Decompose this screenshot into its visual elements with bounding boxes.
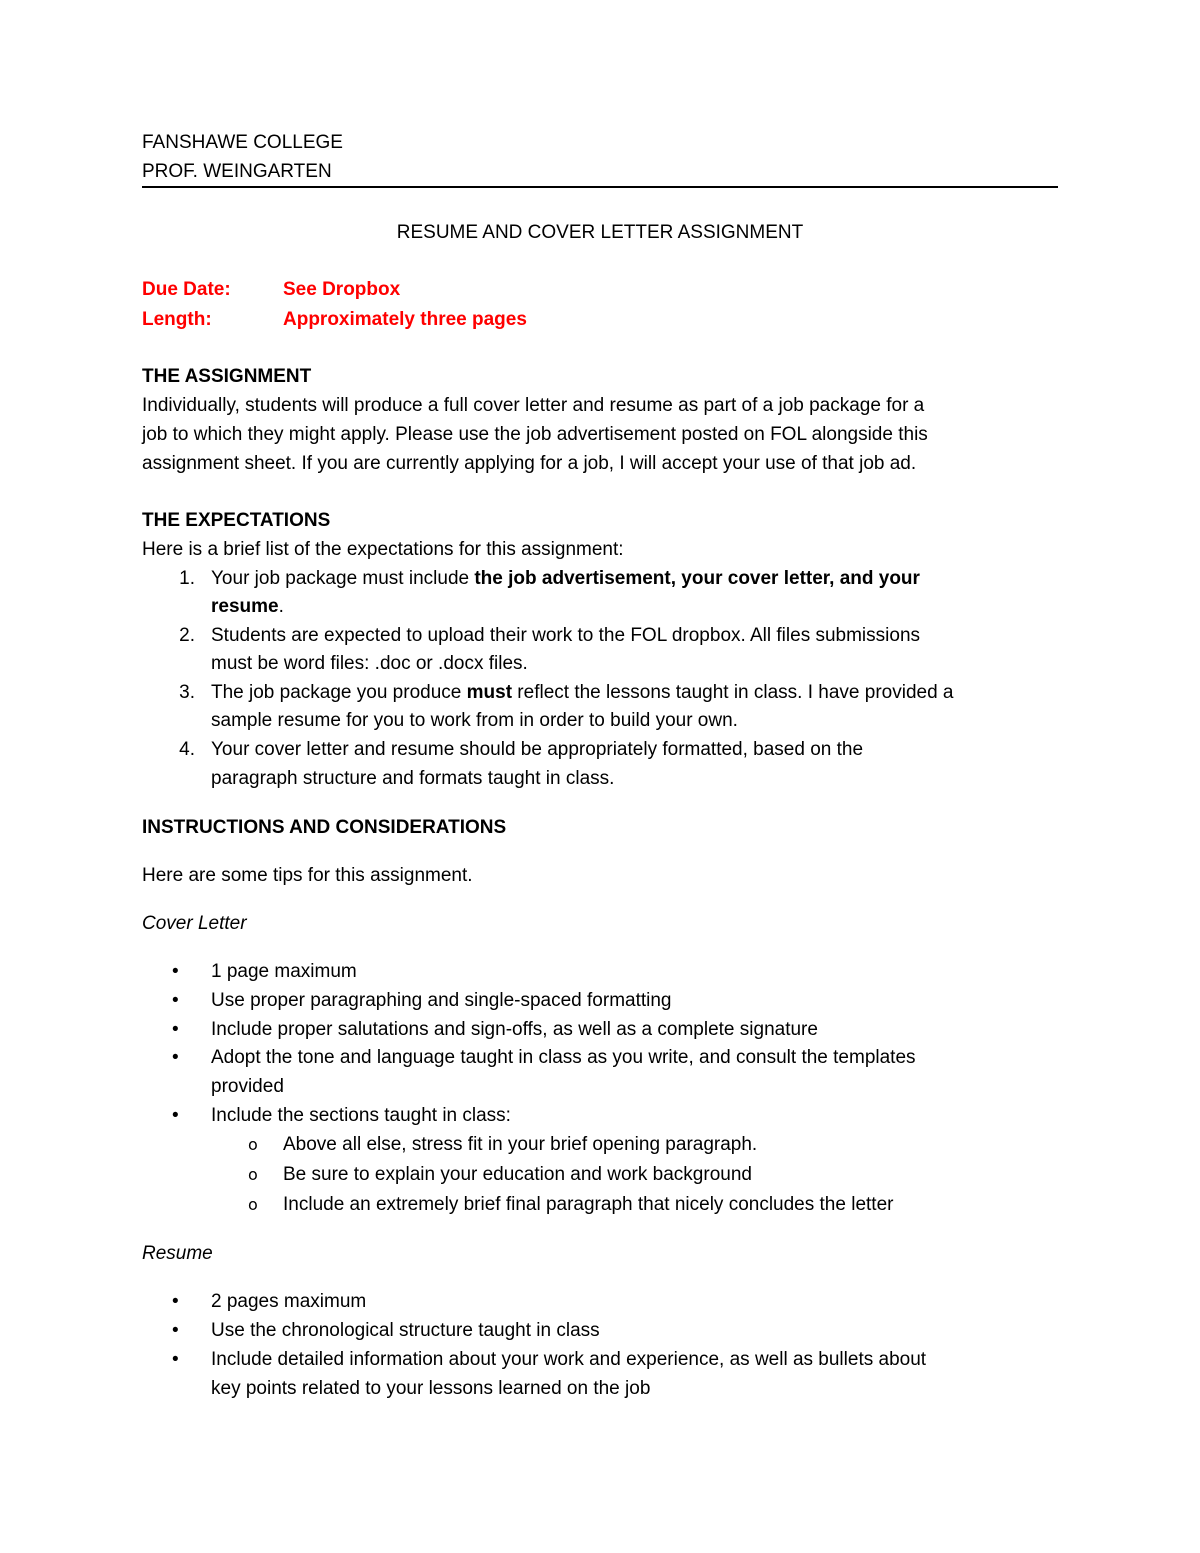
list-number: 1. <box>179 568 195 589</box>
bullet-icon: • <box>172 1105 179 1126</box>
assignment-line: Individually, students will produce a full cover letter and resume as part of a job package for a <box>142 395 925 416</box>
cover-letter-sub-bullet: Be sure to explain your education and work background <box>283 1164 752 1185</box>
sub-bullet-icon: o <box>248 1165 258 1184</box>
expectations-intro: Here is a brief list of the expectations for this assignment: <box>142 539 624 560</box>
page-title: RESUME AND COVER LETTER ASSIGNMENT <box>396 222 804 243</box>
expectation-item <box>211 564 920 593</box>
cover-letter-bullet-cont: provided <box>211 1076 284 1097</box>
resume-heading: Resume <box>142 1243 213 1264</box>
resume-bullet: 2 pages maximum <box>211 1291 367 1312</box>
instructions-intro: Here are some tips for this assignment. <box>142 865 473 886</box>
assignment-heading: THE ASSIGNMENT <box>142 366 312 387</box>
expectation-text: reflect the lessons taught in class. I have provided a <box>512 682 954 703</box>
cover-letter-bullet: Include proper salutations and sign-offs, as well as a complete signature <box>211 1019 818 1040</box>
expectations-heading: THE EXPECTATIONS <box>142 510 331 531</box>
assignment-line: assignment sheet. If you are currently applying for a job, I will accept your use of that job ad. <box>142 453 917 474</box>
expectation-item-cont: must be word files: .doc or .docx files. <box>211 653 528 674</box>
cover-letter-heading: Cover Letter <box>142 913 247 934</box>
bullet-icon: • <box>172 990 179 1011</box>
due-date-value: See Dropbox <box>283 279 401 300</box>
bullet-icon: • <box>172 1291 179 1312</box>
resume-bullet-cont: key points related to your lessons learned on the job <box>211 1378 651 1399</box>
cover-letter-sub-bullet: Include an extremely brief final paragraph that nicely concludes the letter <box>283 1194 894 1215</box>
expectation-emphasis: must <box>466 682 513 703</box>
expectation-item-cont <box>211 592 284 621</box>
bullet-icon: • <box>172 1047 179 1068</box>
assignment-line: job to which they might apply. Please use the job advertisement posted on FOL alongside this <box>142 424 928 445</box>
expectation-item-cont: paragraph structure and formats taught in class. <box>211 768 615 789</box>
list-number: 2. <box>179 625 195 646</box>
header-divider <box>142 186 1058 188</box>
institution-name: FANSHAWE COLLEGE <box>142 132 343 153</box>
professor-name: PROF. WEINGARTEN <box>142 161 332 182</box>
cover-letter-bullet: 1 page maximum <box>211 961 357 982</box>
expectation-item: Students are expected to upload their work to the FOL dropbox. All files submissions <box>211 625 921 646</box>
expectation-text: . <box>278 596 284 617</box>
resume-bullet: Use the chronological structure taught in class <box>211 1320 600 1341</box>
instructions-heading: INSTRUCTIONS AND CONSIDERATIONS <box>142 817 507 838</box>
resume-bullet: Include detailed information about your work and experience, as well as bullets about <box>211 1349 927 1370</box>
cover-letter-sub-bullet: Above all else, stress fit in your brief opening paragraph. <box>283 1134 758 1155</box>
sub-bullet-icon: o <box>248 1195 258 1214</box>
sub-bullet-icon: o <box>248 1135 258 1154</box>
expectation-item: Your cover letter and resume should be appropriately formatted, based on the <box>211 739 864 760</box>
list-number: 4. <box>179 739 195 760</box>
expectation-text: The job package you produce <box>211 682 467 703</box>
expectation-emphasis: the job advertisement, your cover letter, and your <box>474 568 920 589</box>
expectation-item <box>211 678 954 707</box>
cover-letter-bullet: Use proper paragraphing and single-spaced formatting <box>211 990 672 1011</box>
cover-letter-bullet: Adopt the tone and language taught in class as you write, and consult the templates <box>211 1047 916 1068</box>
bullet-icon: • <box>172 1320 179 1341</box>
length-label: Length: <box>142 309 212 330</box>
bullet-icon: • <box>172 961 179 982</box>
expectation-emphasis: resume <box>211 596 279 617</box>
bullet-icon: • <box>172 1019 179 1040</box>
expectation-text: Your job package must include <box>211 568 475 589</box>
expectation-item-cont: sample resume for you to work from in order to build your own. <box>211 710 738 731</box>
due-date-label: Due Date: <box>142 279 231 300</box>
list-number: 3. <box>179 682 195 703</box>
bullet-icon: • <box>172 1349 179 1370</box>
length-value: Approximately three pages <box>283 309 527 330</box>
cover-letter-bullet: Include the sections taught in class: <box>211 1105 511 1126</box>
